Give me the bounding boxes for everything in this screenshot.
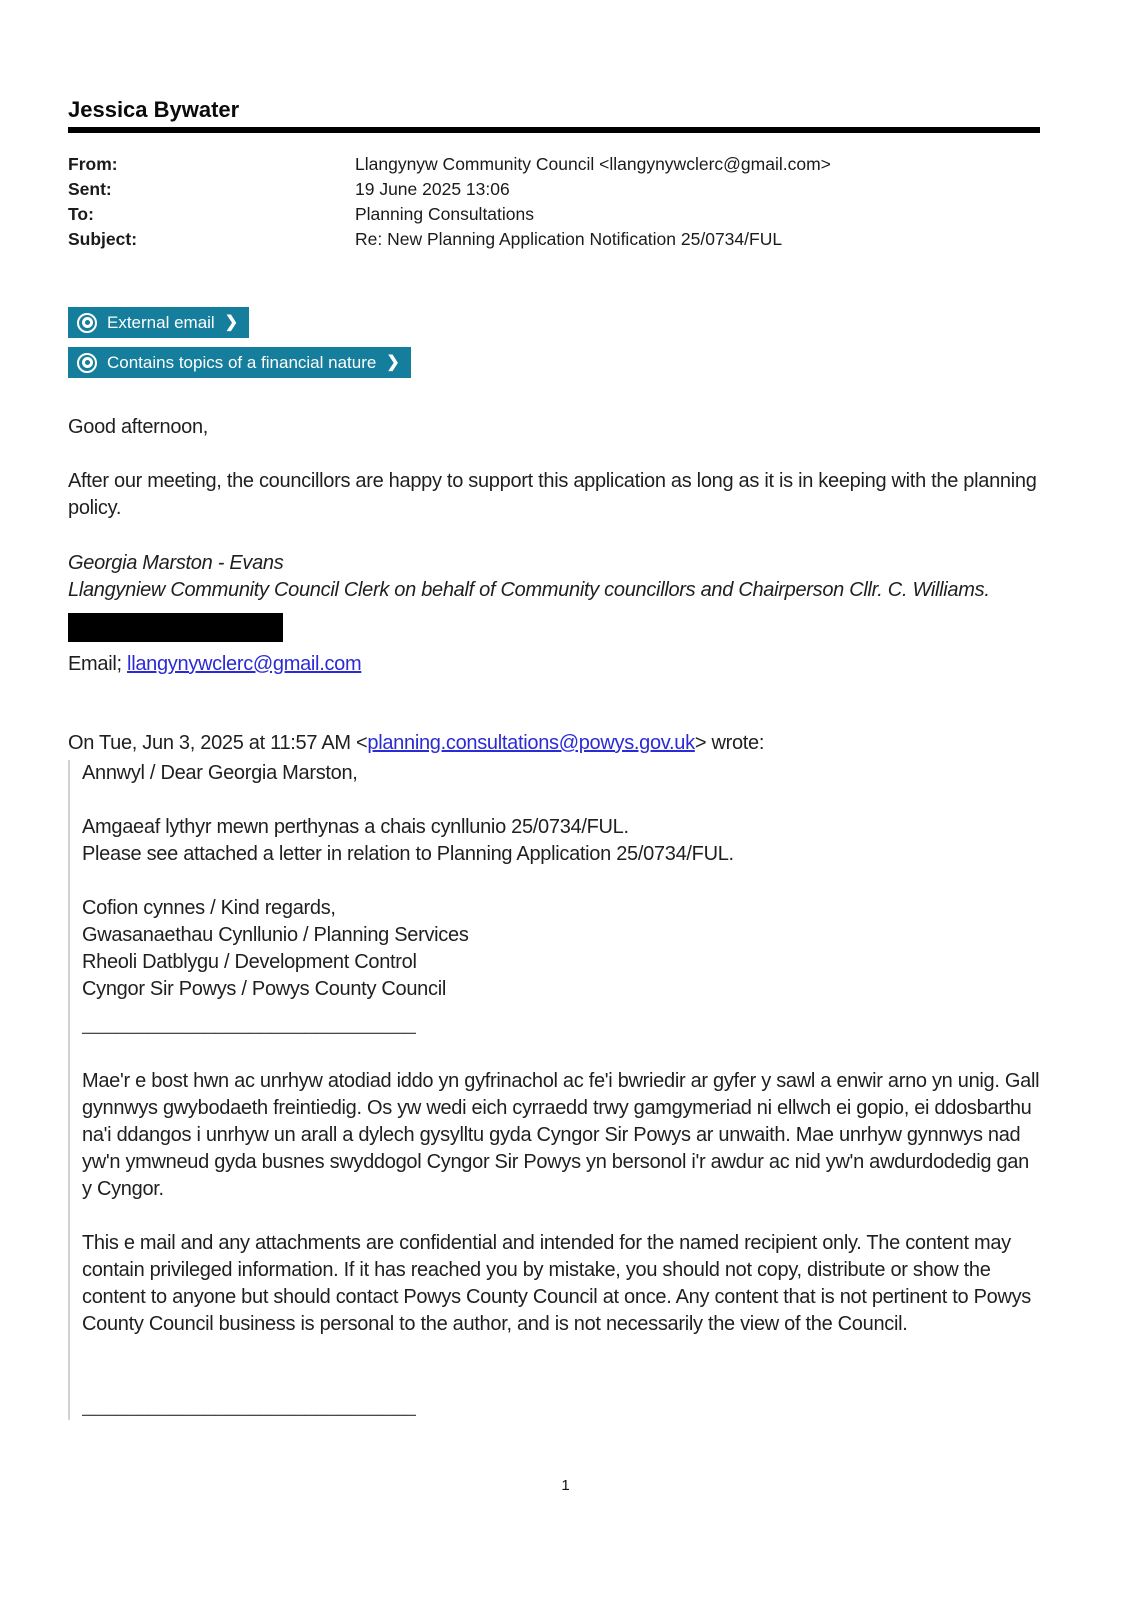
field-sent-label: Sent: [68,179,112,199]
security-banners [68,307,1040,378]
external-email-banner-label: External email [107,312,215,332]
quote-intro-prefix: On Tue, Jun 3, 2025 at 11:57 AM < [68,732,368,754]
recipient-name-heading: Jessica Bywater [68,97,1040,133]
email-header-fields [68,152,1040,252]
quote-line-welsh: Amgaeaf lythyr mewn perthynas a chais cynllunio 25/0734/FUL. [82,816,629,838]
field-from-value: Llangynyw Community Council <llangynywclerc@gmail.com> [355,154,831,174]
body-paragraph: After our meeting, the councillors are happy to support this application as long as it is in keeping with the planning policy. [68,470,1037,519]
quoted-message-attribution [68,730,1040,757]
email-label: Email; [68,653,122,675]
signature-block [68,550,1040,604]
email-contact-line [68,651,1040,678]
field-from-label: From: [68,154,118,174]
external-email-banner[interactable] [68,307,249,338]
signoff-development-control: Rheoli Datblygu / Development Control [82,951,417,973]
field-sent-value: 19 June 2025 13:06 [355,179,510,199]
quote-salutation: Annwyl / Dear Georgia Marston, [82,762,358,784]
chevron-right-icon: ❯ [386,353,400,371]
clerk-email-link[interactable]: llangynywclerc@gmail.com [127,653,362,675]
signature-role: Llangyniew Community Council Clerk on behalf of Community councillors and Chairperson Cllr. C. Williams. [68,579,990,601]
greeting-text: Good afternoon, [68,416,209,438]
field-subject-value: Re: New Planning Application Notification 25/0734/FUL [355,229,783,249]
financial-topics-banner[interactable] [68,347,411,378]
field-to-value: Planning Consultations [355,204,535,224]
quote-intro-suffix: > wrote: [694,732,765,754]
planning-email-link[interactable]: planning.consultations@powys.gov.uk [367,732,695,754]
financial-topics-banner-label: Contains topics of a financial nature [107,352,377,372]
separator-line: ______________________________ [82,1013,416,1035]
page-content [68,0,1040,1420]
page-number: 1 [561,1477,570,1494]
disclaimer-english: This e mail and any attachments are confidential and intended for the named recipient only. The content may contain privileged information. If it has reached you by mistake, you should not copy, distribute or show the content to anyone but should contact Powys County Council at once. Any content that is not pertinent to Powys County Council business is personal to the author, and is not necessarily the view of the Council. [82,1232,1032,1335]
signoff-regards: Cofion cynnes / Kind regards, [82,897,336,919]
signoff-county-council: Cyngor Sir Powys / Powys County Council [82,978,446,1000]
field-from [68,152,1040,177]
egress-shield-icon [77,313,97,333]
field-sent [68,177,1040,202]
field-to [68,202,1040,227]
quote-signoff-block [82,895,1040,1003]
quoted-message-block [68,760,1040,1420]
field-to-label: To: [68,204,94,224]
quote-line-english: Please see attached a letter in relation to Planning Application 25/0734/FUL. [82,843,734,865]
chevron-right-icon: ❯ [224,313,239,331]
field-subject-label: Subject: [68,229,138,249]
signoff-planning-services: Gwasanaethau Cynllunio / Planning Services [82,924,469,946]
signature-name: Georgia Marston - Evans [68,552,284,574]
quote-request-lines [82,814,1040,868]
egress-shield-icon [77,353,97,373]
field-subject [68,227,1040,252]
disclaimer-welsh: Mae'r e bost hwn ac unrhyw atodiad iddo yn gyfrinachol ac fe'i bwriedir ar gyfer y sawl a enwir arno yn unig. Gall gynnwys gwybodaeth freintiedig. Os yw wedi eich cyrraedd trwy gamgymeriad ni ellwch ei gopio, ei ddosbarthu na'i ddangos i unrhyw un arall a dylech gysylltu gyda Cyngor Sir Powys ar unwaith. Mae unrhyw gynnwys nad yw'n ymwneud gyda busnes swyddogol Cyngor Sir Powys yn bersonol i'r awdur ac nid yw'n awdurdodedig gan y Cyngor. [82,1070,1040,1200]
redacted-text-bar [68,613,283,642]
separator-line: ______________________________ [82,1395,416,1417]
